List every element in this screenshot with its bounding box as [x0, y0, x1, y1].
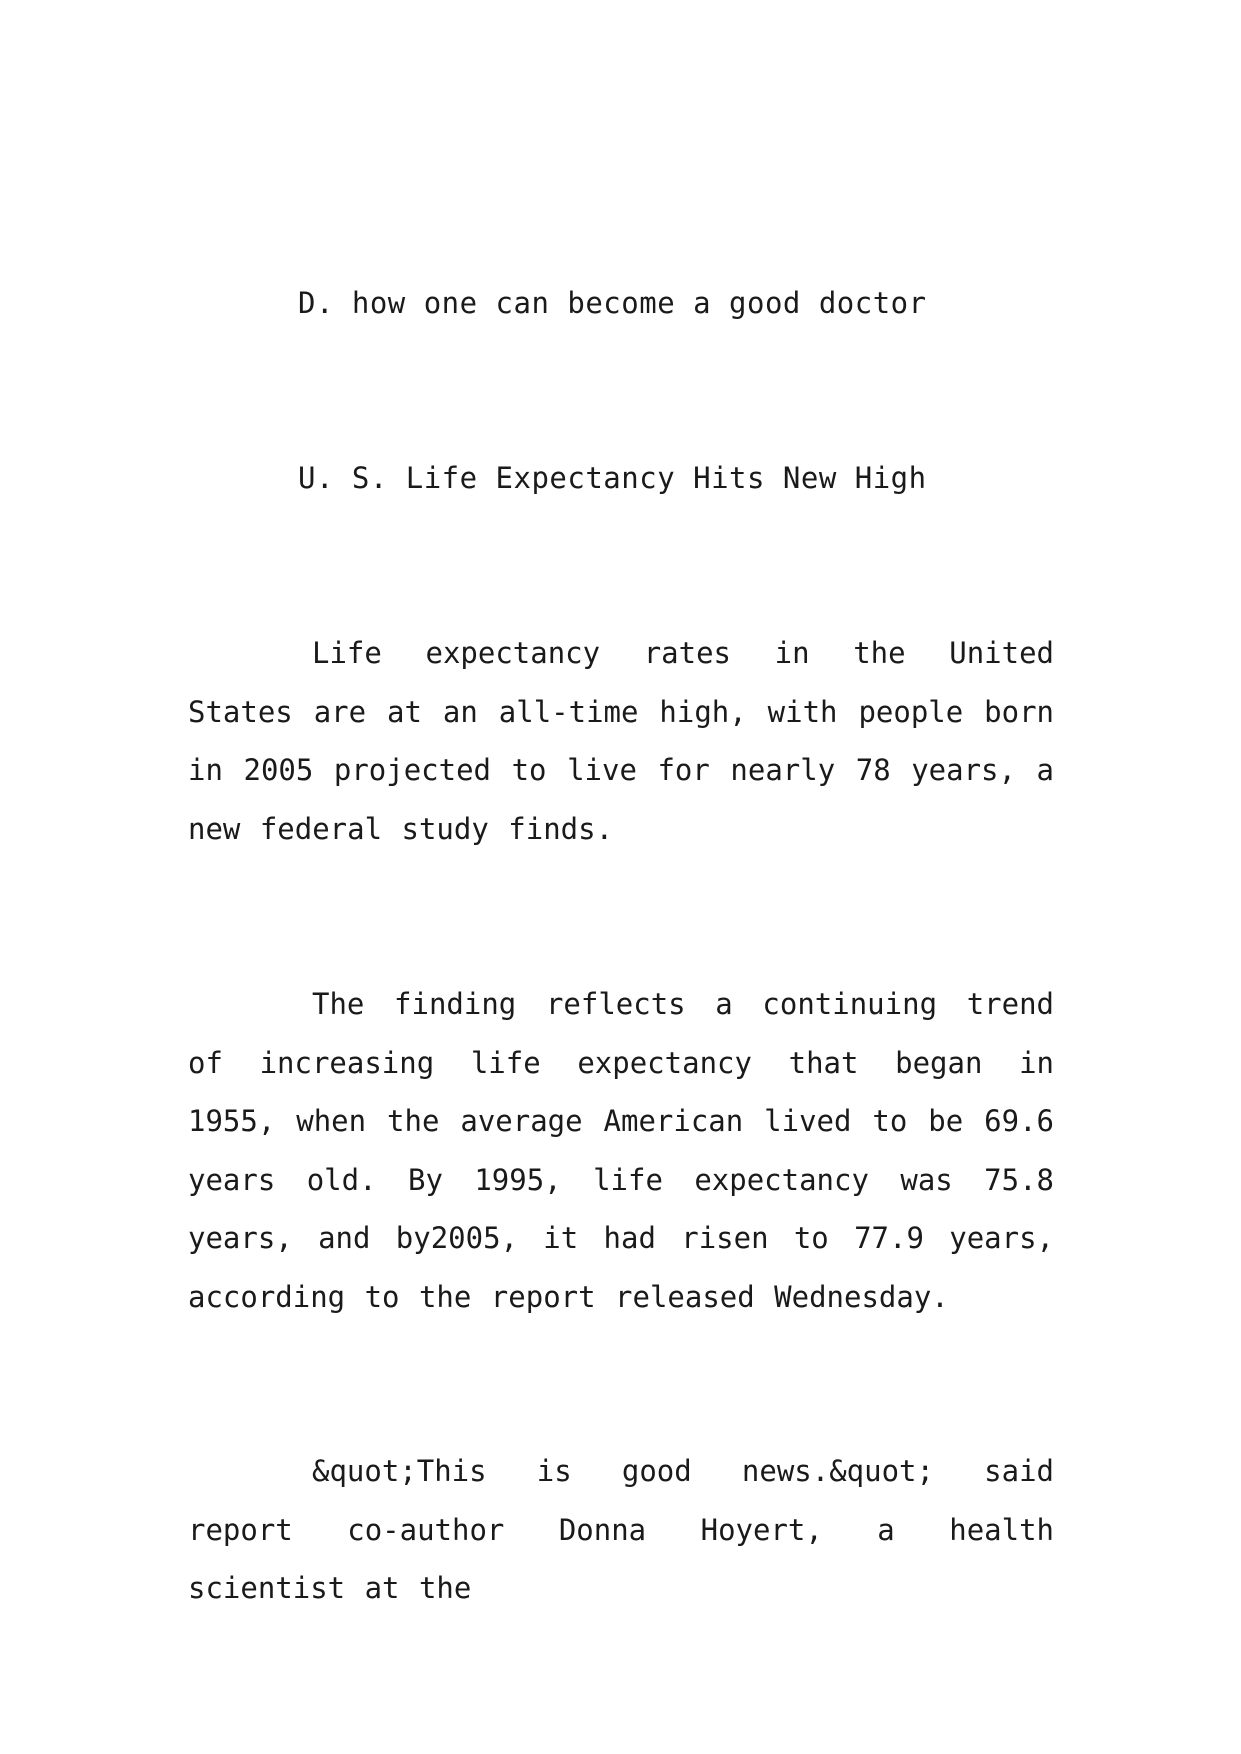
answer-option-d: D. how one can become a good doctor: [298, 286, 927, 320]
article-title: U. S. Life Expectancy Hits New High: [298, 461, 927, 495]
paragraph-1: Life expectancy rates in the United States are at an all-time high, with people born in 2005 projected to live for nearly 78 years, a new federal study finds.: [188, 636, 1054, 846]
paragraph-3: &quot;This is good news.&quot; said report co-author Donna Hoyert, a health scientist at the: [188, 1454, 1054, 1605]
paragraph-2: The finding reflects a continuing trend of increasing life expectancy that began in 1955, when the average American lived to be 69.6 years old. By 1995, life expectancy was 75.8 years, and by2005, it had risen to 77.9 years, according to the report released Wednesday.: [188, 987, 1054, 1314]
